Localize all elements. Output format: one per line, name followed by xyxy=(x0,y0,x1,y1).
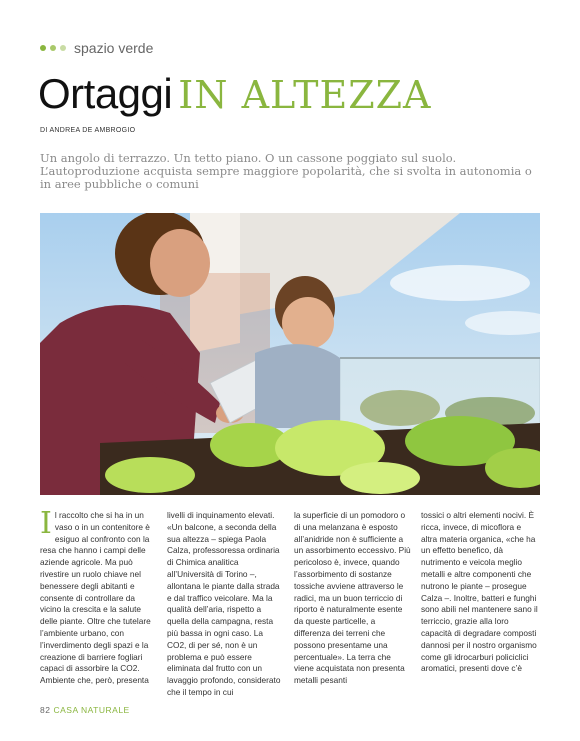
byline: DI ANDREA DE AMBROGIO xyxy=(40,127,136,134)
body-column-3: la superficie di un pomodoro o di una melanzana è esposto all’anidride non è sufficiente a un assorbimento eccessivo. Più pericoloso è, invece, quando l’assorbimento di sostanze tossiche avviene attraverso le radici, ma un buon terriccio di riporto è naturalmente esente da queste particelle, a differenza dei terreni che possono presentame una percentuale». La terra che viene acquistata non presenta metalli pesanti xyxy=(294,510,411,686)
section-label: spazio verde xyxy=(74,40,154,56)
section-dot-1 xyxy=(40,45,46,51)
section-dot-3 xyxy=(60,45,66,51)
drop-cap: I xyxy=(40,510,52,541)
body-column-4: tossici o altri elementi nocivi. È ricca, invece, di micoflora e altra materia organica, «che ha un effetto benefico, dà nutrimento e veicola meglio metalli e altre componenti che nutrono le piante – prosegue Calza –. Inoltre, batteri e funghi sono abili nel mantenere sano il terriccio, grazie alla loro capacità di degradare composti dannosi per il nostro organismo come gli idrocarburi policiclici aromatici, presenti dove c’è xyxy=(421,510,538,674)
photo-illustration xyxy=(40,213,540,495)
title-part-2: IN ALTEZZA xyxy=(178,73,432,117)
page-number: 82 xyxy=(40,705,51,715)
section-header xyxy=(40,40,153,56)
article-body xyxy=(40,510,540,700)
lead-paragraph: Un angolo di terrazzo. Un tetto piano. O un cassone poggiato sul suolo. L’autoproduzione acquista sempre maggiore popolarità, che si svolta in autonomia o in aree pubbliche o comuni xyxy=(40,151,532,191)
article-photo xyxy=(40,213,540,495)
magazine-name: CASA NATURALE xyxy=(53,705,130,715)
section-dot-2 xyxy=(50,45,56,51)
page-footer xyxy=(40,705,130,715)
article-title xyxy=(38,70,432,119)
body-column-2: livelli di inquinamento elevati. «Un balcone, a seconda della sua altezza – spiega Paola Calza, professoressa ordinaria di Chimica analitica all’Università di Torino –, allontana le piante dalla strada e dal traffico veicolare. Ma la qualità dell’aria, rispetto a quella della campagna, resta più bassa in ogni caso. La CO2, di per sé, non è un problema e può essere eliminata dal frutto con un lavaggio profondo, considerato che il tempo in cui xyxy=(167,510,281,697)
body-column-1 xyxy=(40,510,157,700)
title-part-1: Ortaggi xyxy=(38,70,173,117)
column-1-text: l raccolto che si ha in un vaso o in un contenitore è esiguo al confronto con la resa che hanno i campi delle aziende agricole. Ma può rivestire un ruolo chiave nel benessere degli abitanti e consente di controllare da vicino la crescita e la salute delle piante. Oltre che tutelare l’ambiente urbano, con l’inverdimento degli spazi e la creazione di barriere fogliari capaci di assorbire la CO2. Ambiente che, però, presenta xyxy=(40,510,151,686)
